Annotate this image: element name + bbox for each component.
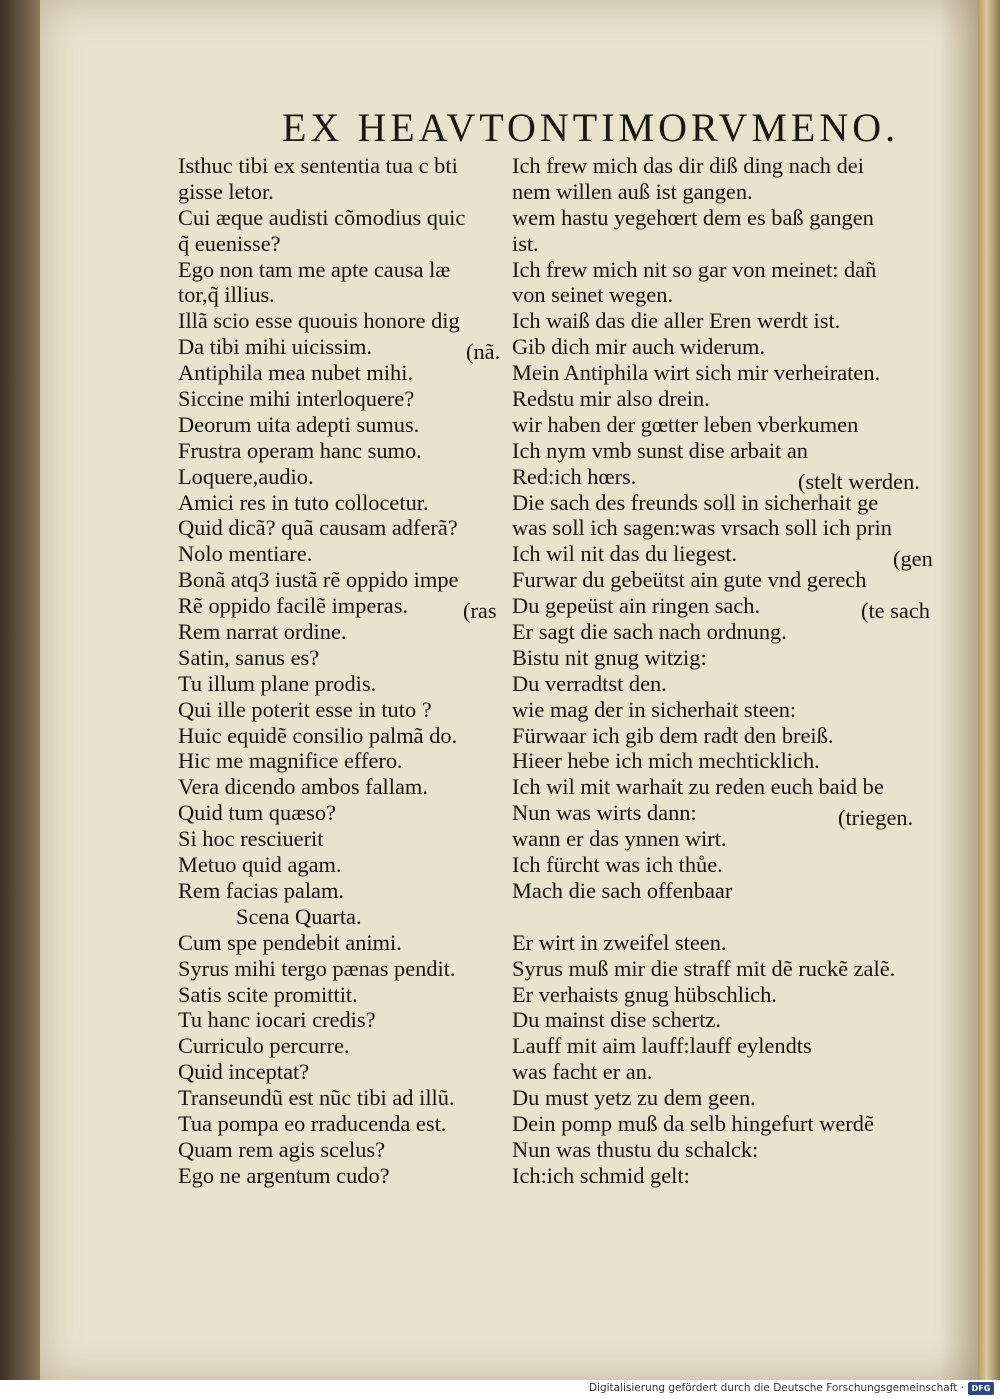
german-column xyxy=(512,153,952,1189)
latin-line: Quam rem agis scelus? xyxy=(178,1136,386,1162)
page-title: EX HEAVTONTIMORVMENO. xyxy=(282,105,900,150)
german-line: wie mag der in sicherhait steen: xyxy=(512,696,797,722)
german-line: Ich wil mit warhait zu reden euch baid be xyxy=(512,774,884,800)
latin-line: Frustra operam hanc sumo. xyxy=(178,437,422,463)
latin-line: Illã scio esse quouis honore dig xyxy=(178,308,460,334)
german-line: was soll ich sagen:was vrsach soll ich prin xyxy=(512,515,892,541)
latin-line: Da tibi mihi uicissim. xyxy=(178,334,373,360)
latin-line: Transeundũ est nũc tibi ad illũ. xyxy=(178,1085,455,1111)
german-line: Ich frew mich nit so gar von meinet: dañ xyxy=(512,256,877,282)
german-line: wem hastu yegehœrt dem es baß gangen xyxy=(512,204,874,230)
german-line: Du mainst dise schertz. xyxy=(512,1007,721,1033)
german-line: Red:ich hœrs. xyxy=(512,463,637,489)
latin-line: Ego non tam me apte causa læ xyxy=(178,256,451,282)
german-line: Mach die sach offenbaar xyxy=(512,877,733,903)
german-line: wir haben der gœtter leben vberkumen xyxy=(512,411,859,437)
latin-column xyxy=(178,153,518,1189)
german-line: Ich fürcht was ich thůe. xyxy=(512,852,723,878)
german-line: Ich:ich schmid gelt: xyxy=(512,1162,690,1188)
turnover-german-triegen: (triegen. xyxy=(838,805,914,830)
turnover-german-tesach: (te sach xyxy=(861,598,930,623)
german-line: nem willen auß ist gangen. xyxy=(512,178,753,204)
german-line: Du must yetz zu dem geen. xyxy=(512,1085,756,1111)
german-line xyxy=(512,904,952,930)
latin-line: Huic equidẽ consilio palmã do. xyxy=(178,722,458,748)
german-line: Syrus muß mir die straff mit dẽ ruckẽ zalẽ. xyxy=(512,955,896,981)
latin-line: Nolo mentiare. xyxy=(178,541,313,567)
turnover-latin-na: (nã. xyxy=(466,339,501,364)
latin-line: Ego ne argentum cudo? xyxy=(178,1162,390,1188)
german-line: Die sach des freunds soll in sicherhait ge xyxy=(512,489,879,515)
latin-line: Deorum uita adepti sumus. xyxy=(178,411,420,437)
latin-line: Quid dicã? quã causam adferã? xyxy=(178,515,458,541)
next-leaf-edge xyxy=(978,0,1000,1380)
turnover-german-gen: (gen xyxy=(893,546,933,571)
latin-line: Quid inceptat? xyxy=(178,1059,310,1085)
german-line: Ich wil nit das du liegest. xyxy=(512,541,738,567)
latin-line: Quid tum quæso? xyxy=(178,800,336,826)
latin-line: Cui æque audisti cõmodius quic xyxy=(178,204,466,230)
latin-line: Cum spe pendebit animi. xyxy=(178,929,402,955)
german-line: Er wirt in zweifel steen. xyxy=(512,929,727,955)
latin-line: Scena Quarta. xyxy=(236,903,362,929)
latin-line: Loquere,audio. xyxy=(178,463,314,489)
german-line: Ich frew mich das dir diß ding nach dei xyxy=(512,153,864,178)
german-line: Lauff mit aim lauff:lauff eylendts xyxy=(512,1033,812,1059)
german-line: Dein pomp muß da selb hingefurt werdẽ xyxy=(512,1110,874,1136)
latin-line: Rem facias palam. xyxy=(178,877,344,903)
latin-line: Amici res in tuto collocetur. xyxy=(178,489,429,515)
latin-line: Vera dicendo ambos fallam. xyxy=(178,774,428,800)
latin-line: Siccine mihi interloquere? xyxy=(178,386,415,412)
funding-credit: Digitalisierung gefördert durch die Deutsche Forschungsgemeinschaft · xyxy=(588,1382,964,1394)
dfg-logo: DFG xyxy=(968,1382,994,1395)
german-line: Bistu nit gnug witzig: xyxy=(512,644,707,670)
latin-line: Metuo quid agam. xyxy=(178,852,342,878)
latin-line: Tua pompa eo rraducenda est. xyxy=(178,1110,447,1136)
latin-line: Bonã atq3 iustã rẽ oppido impe xyxy=(178,567,459,593)
latin-line: Satis scite promittit. xyxy=(178,981,358,1007)
latin-line: q̃ euenisse? xyxy=(178,230,281,256)
german-line: Ich nym vmb sunst dise arbait an xyxy=(512,437,808,463)
latin-line: gisse letor. xyxy=(178,178,274,204)
latin-line: Isthuc tibi ex sententia tua c bti xyxy=(178,153,458,178)
german-line: Mein Antiphila wirt sich mir verheiraten. xyxy=(512,360,881,386)
german-line: Fürwaar ich gib dem radt den breiß. xyxy=(512,722,834,748)
latin-line: Tu illum plane prodis. xyxy=(178,670,377,696)
german-line: Hieer hebe ich mich mechticklich. xyxy=(512,748,820,774)
latin-line: Curriculo percurre. xyxy=(178,1033,350,1059)
turnover-latin-ras: (ras xyxy=(463,598,497,623)
latin-line: Rẽ oppido facilẽ imperas. xyxy=(178,593,409,619)
latin-line: Satin, sanus es? xyxy=(178,644,320,670)
german-line: Du gepeüst ain ringen sach. xyxy=(512,593,761,619)
german-line: Redstu mir also drein. xyxy=(512,386,710,412)
latin-line: Syrus mihi tergo pænas pendit. xyxy=(178,955,456,981)
german-line: wann er das ynnen wirt. xyxy=(512,826,727,852)
german-line: Nun was thustu du schalck: xyxy=(512,1136,759,1162)
latin-line: Tu hanc iocari credis? xyxy=(178,1007,376,1033)
book-binding-edge xyxy=(0,0,40,1380)
turnover-german-stelt: (stelt werden. xyxy=(798,469,920,494)
latin-line: tor,q̃ illius. xyxy=(178,282,275,308)
german-line: Er sagt die sach nach ordnung. xyxy=(512,619,787,645)
german-line: Furwar du gebeütst ain gute vnd gerech xyxy=(512,567,867,593)
german-line: Gib dich mir auch widerum. xyxy=(512,334,766,360)
latin-line: Qui ille poterit esse in tuto ? xyxy=(178,696,432,722)
german-line: was facht er an. xyxy=(512,1059,653,1085)
latin-line: Hic me magnifice effero. xyxy=(178,748,403,774)
german-line: Ich waiß das die aller Eren werdt ist. xyxy=(512,308,841,334)
german-line: von seinet wegen. xyxy=(512,282,674,308)
latin-line: Rem narrat ordine. xyxy=(178,619,347,645)
german-line: Er verhaists gnug hübschlich. xyxy=(512,981,777,1007)
latin-line: Antiphila mea nubet mihi. xyxy=(178,360,414,386)
german-line: Nun was wirts dann: xyxy=(512,800,697,826)
german-line: ist. xyxy=(512,230,539,256)
german-line: Du verradtst den. xyxy=(512,670,667,696)
latin-line: Si hoc resciuerit xyxy=(178,826,324,852)
